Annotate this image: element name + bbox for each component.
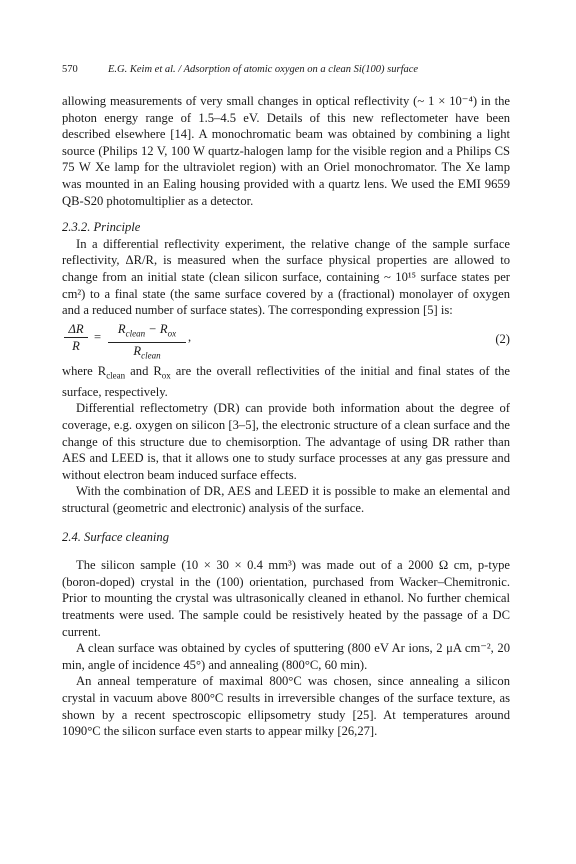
section-heading-principle: 2.3.2. Principle bbox=[62, 220, 141, 235]
section-heading-cleaning: 2.4. Surface cleaning bbox=[62, 529, 170, 544]
paragraph bbox=[62, 363, 510, 401]
rhs-num-minus: − R bbox=[145, 321, 168, 336]
text-run: and R bbox=[125, 363, 162, 378]
subscript: clean bbox=[106, 370, 126, 381]
lhs-denominator: R bbox=[72, 339, 80, 354]
rhs-num-sub-clean: clean bbox=[125, 328, 146, 339]
paragraph: The silicon sample (10 × 30 × 0.4 mm³) was made out of a 2000 Ω cm, p-type (boron-doped) crystal in the (100) orientation, purchased from Wacker–Chemitronic. Prior to mounting the crystal was ultrasonically cleaned in ethanol. No further chemical treatments were used. The sample could be resistively heated by the passage of a DC current. bbox=[62, 558, 510, 639]
equation-number: (2) bbox=[495, 331, 510, 346]
running-head bbox=[62, 63, 516, 77]
equation-lhs bbox=[64, 321, 88, 355]
paragraph: A clean surface was obtained by cycles of sputtering (800 eV Ar ions, 2 μA cm⁻², 20 min, angle of incidence 45°) and annealing (800°C, 60 min). bbox=[62, 641, 510, 672]
paragraph: An anneal temperature of maximal 800°C was chosen, since annealing a silicon crystal in vacuum above 800°C results in irreversible changes of the surface texture, as shown by a recent spectroscopic ellipsometry study [25]. At temperatures around 1090°C the silicon surface even starts to appear milky [26,27]. bbox=[62, 674, 510, 739]
subscript: ox bbox=[161, 370, 171, 381]
equation-2 bbox=[62, 321, 510, 361]
rhs-denominator bbox=[133, 343, 161, 361]
rhs-numerator bbox=[108, 321, 186, 343]
lhs-numerator: ΔR bbox=[64, 321, 88, 339]
running-title: E.G. Keim et al. / Adsorption of atomic oxygen on a clean Si(100) surface bbox=[108, 64, 419, 75]
rhs-num-r: R bbox=[117, 321, 126, 336]
equation-rhs bbox=[108, 321, 186, 364]
text-run: where R bbox=[62, 363, 107, 378]
rhs-den-r: R bbox=[133, 343, 142, 358]
paragraph: In a differential reflectivity experiment, the relative change of the sample surface reflectivity, ΔR/R, is measured when the surface physical properties are allowed to change from an initial state (clean silicon surface, containing ~ 10¹⁵ surface states per cm²) to a final state (the same surface covered by a (fractional) monolayer of oxygen and a reduced number of surface states). The corresponding expression [5] is: bbox=[62, 236, 510, 318]
paragraph: With the combination of DR, AES and LEED it is possible to make an elemental and structural (geometric and electronic) analysis of the surface. bbox=[62, 484, 510, 515]
rhs-den-sub: clean bbox=[141, 350, 161, 361]
paragraph: allowing measurements of very small changes in optical reflectivity (~ 1 × 10⁻⁴) in the photon energy range of 1.5–4.5 eV. Details of this new reflectometer have been described elsewhere [14]. A monochromatic beam was obtained by combining a light source (Philips 12 V, 100 W quartz-halogen lamp for the visible region and a Philips CS 75 W Xe lamp for the ultraviolet region) with an Oriel monochromator. The Xe lamp was mounted in an Ealing housing provided with a quartz lens. We used the EMI 9659 QB-S20 photomultiplier as a detector. bbox=[62, 94, 510, 208]
text-run: are the overall reflectivities of the initial and final states of the surface, respectively. bbox=[62, 363, 510, 399]
body-text bbox=[62, 93, 510, 740]
paragraph: Differential reflectometry (DR) can provide both information about the degree of coverage, e.g. oxygen on silicon [3–5], the electronic structure of a clean surface and the change of this structure due to chemisorption. The advantage of using DR rather than AES and LEED is, that it allows one to study surface processes at any gas pressure and without electron beam induced surface effects. bbox=[62, 401, 510, 482]
equals-sign: = bbox=[94, 329, 102, 344]
equation-comma: , bbox=[188, 329, 192, 344]
rhs-num-sub-ox: ox bbox=[167, 328, 177, 339]
page-number: 570 bbox=[62, 64, 78, 75]
